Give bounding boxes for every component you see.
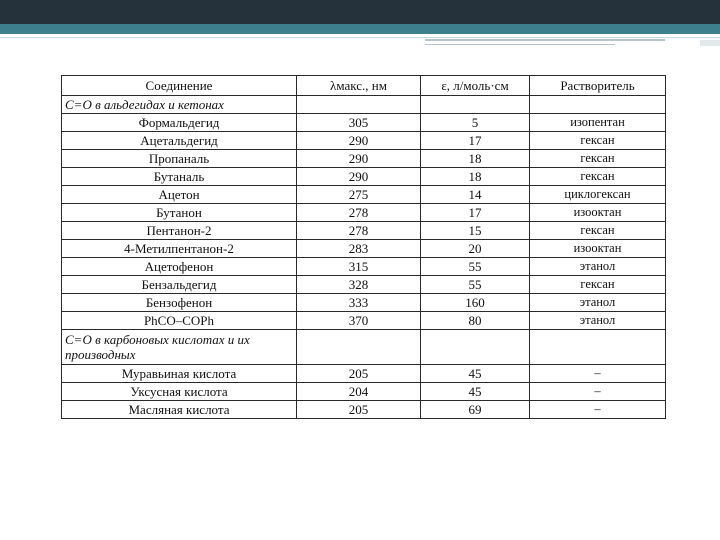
epsilon-value: 80 [421,312,530,330]
lambda-value: 333 [297,294,421,312]
compound-name: PhCO–COPh [62,312,297,330]
lambda-value: 328 [297,276,421,294]
table-row [62,114,666,132]
solvent-value: этанол [530,312,666,330]
solvent-value: изооктан [530,240,666,258]
solvent-value: гексан [530,222,666,240]
divider-line [425,44,615,45]
epsilon-value: 17 [421,132,530,150]
lambda-value: 205 [297,365,421,383]
solvent-value: – [530,401,666,419]
table-row [62,150,666,168]
compound-name: Бензофенон [62,294,297,312]
table-header-row [62,76,666,96]
epsilon-value: 15 [421,222,530,240]
table-row [62,383,666,401]
table-row [62,222,666,240]
compound-name: Формальдегид [62,114,297,132]
epsilon-value: 55 [421,276,530,294]
solvent-value: гексан [530,132,666,150]
solvent-value: гексан [530,168,666,186]
compound-name: Масляная кислота [62,401,297,419]
solvent-value: изооктан [530,204,666,222]
epsilon-value: 20 [421,240,530,258]
header-epsilon: ε, л/моль·см [421,76,530,96]
divider-line [700,40,720,46]
epsilon-value: 14 [421,186,530,204]
epsilon-value: 17 [421,204,530,222]
header-solvent: Растворитель [530,76,666,96]
section-row [62,330,666,365]
lambda-value: 283 [297,240,421,258]
compound-name: Ацетальдегид [62,132,297,150]
top-dark-bar [0,0,720,24]
compound-name: Уксусная кислота [62,383,297,401]
table-row [62,240,666,258]
lambda-value: 205 [297,401,421,419]
lambda-value: 278 [297,222,421,240]
epsilon-value: 5 [421,114,530,132]
compound-name: Пропаналь [62,150,297,168]
compound-name: Бутаналь [62,168,297,186]
section-row [62,96,666,114]
section-title: C=O в альдегидах и кетонах [62,96,297,114]
solvent-value: этанол [530,294,666,312]
epsilon-value: 160 [421,294,530,312]
solvent-value: этанол [530,258,666,276]
table-row [62,401,666,419]
lambda-value: 204 [297,383,421,401]
lambda-value: 278 [297,204,421,222]
lambda-value: 370 [297,312,421,330]
table-row [62,204,666,222]
top-accent-bar [0,24,720,34]
lambda-value: 315 [297,258,421,276]
header-compound: Соединение [62,76,297,96]
epsilon-value: 45 [421,365,530,383]
compound-name: 4-Метилпентанон-2 [62,240,297,258]
solvent-value: – [530,365,666,383]
table-row [62,258,666,276]
table-row [62,312,666,330]
table-row [62,276,666,294]
solvent-value: гексан [530,276,666,294]
compound-name: Бутанон [62,204,297,222]
table-row [62,186,666,204]
table-row [62,294,666,312]
header-lambda: λмакс., нм [297,76,421,96]
solvent-value: – [530,383,666,401]
compound-name: Пентанон-2 [62,222,297,240]
compound-name: Ацетофенон [62,258,297,276]
epsilon-value: 69 [421,401,530,419]
lambda-value: 290 [297,168,421,186]
table-row [62,365,666,383]
divider-line [425,39,665,41]
compound-name: Бензальдегид [62,276,297,294]
lambda-value: 275 [297,186,421,204]
epsilon-value: 18 [421,150,530,168]
table-row [62,132,666,150]
absorption-table [61,75,666,419]
epsilon-value: 55 [421,258,530,276]
solvent-value: изопентан [530,114,666,132]
lambda-value: 305 [297,114,421,132]
section-title: C=O в карбоновых кислотах и их производных [62,330,297,365]
epsilon-value: 45 [421,383,530,401]
solvent-value: циклогексан [530,186,666,204]
solvent-value: гексан [530,150,666,168]
table-row [62,168,666,186]
compound-name: Ацетон [62,186,297,204]
compound-name: Муравьиная кислота [62,365,297,383]
epsilon-value: 18 [421,168,530,186]
lambda-value: 290 [297,150,421,168]
lambda-value: 290 [297,132,421,150]
divider-line [0,37,720,38]
